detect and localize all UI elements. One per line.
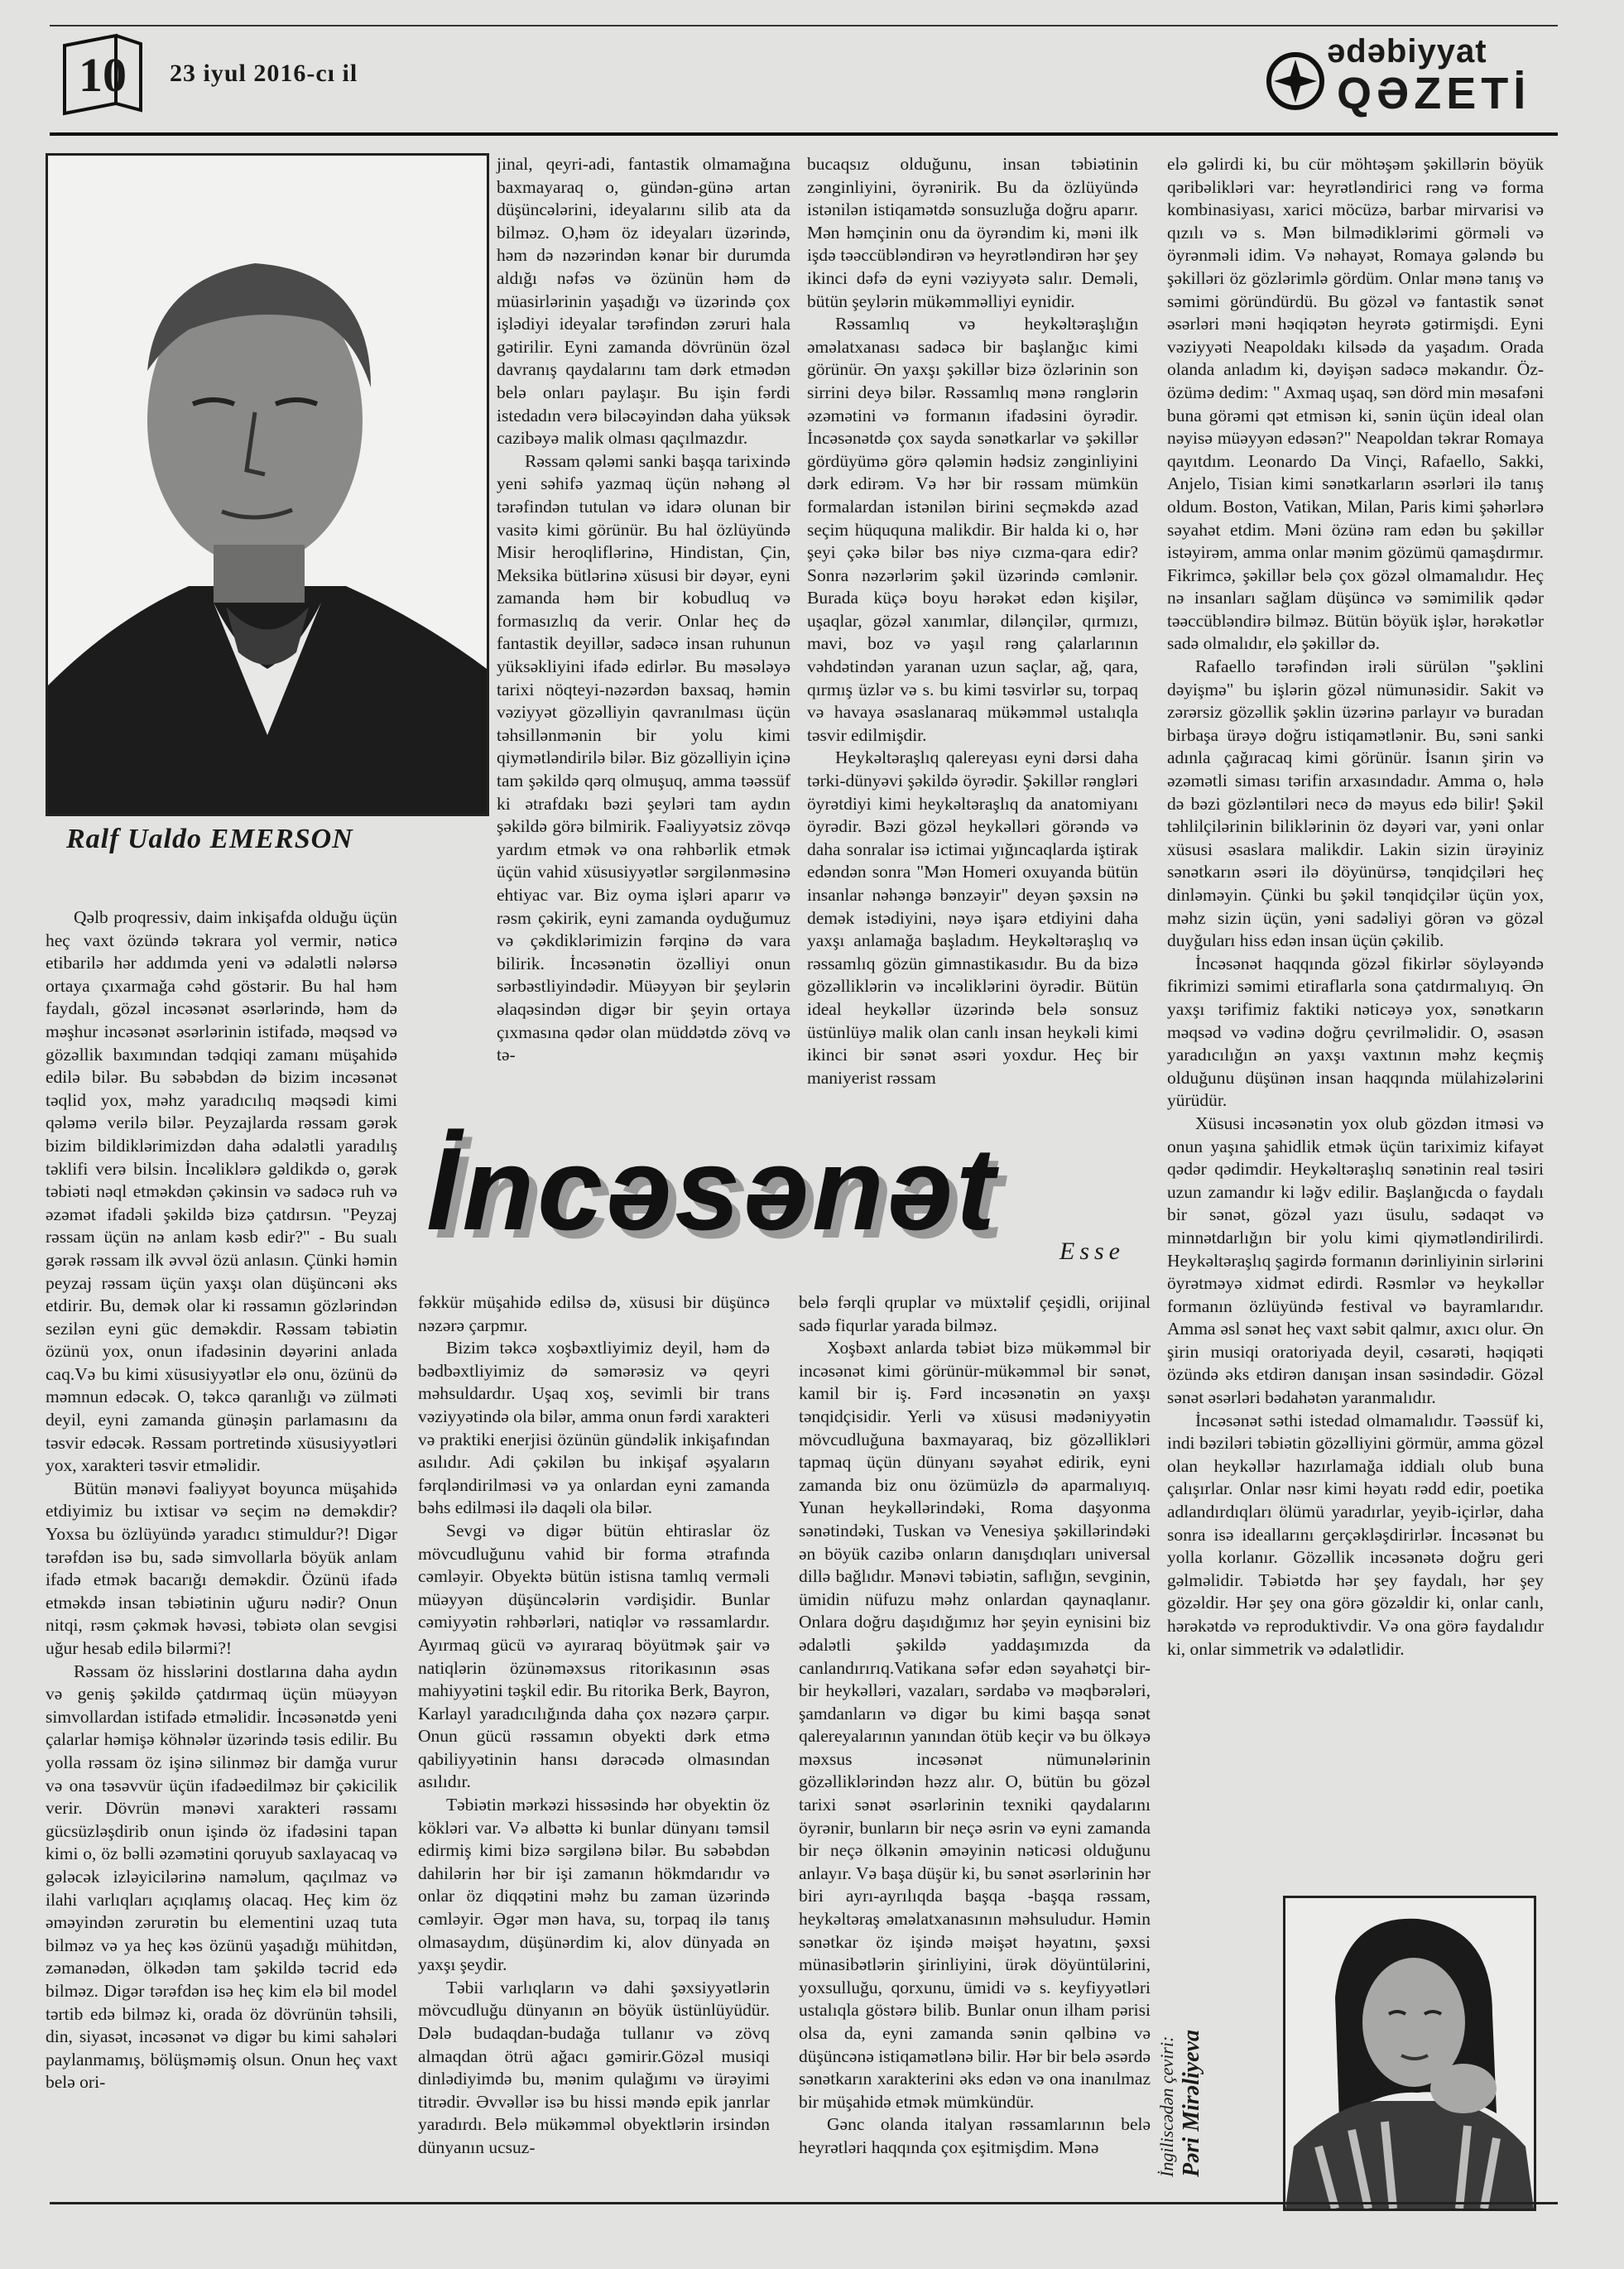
paragraph: jinal, qeyri-adi, fantastik olmamağına baxmayaraq o, gündən-günə artan düşüncələrini, ideyalarını silib ata da bilməz. O,həm öz ideyaları üzərində, həm də nəzərindən kənar bir durumda aldığı nəfəs və özünün həm də müasirlərinin yaşadığı və üzərində çox işlədiyi ideyalar tərəfindən zəruri hala gətirilir. Eyni zamanda dövrünün özəl davranış qaydalarını tam dərk etmədən belə onları paylaşır. Bu işin fərdi istedadın verə biləcəyindən daha yüksək cazibəyə malik olması qaçılmazdır. — [497, 154, 790, 449]
column-2 — [497, 153, 790, 1067]
paragraph: İncəsənət səthi istedad olmamalıdır. Təəssüf ki, indi bəziləri təbiətin gözəlliyini görmür, amma gözəl olan heykəllər hazırlamağa iddialı olub buna çalışırlar. Onlar nəsr kimi həyatı rədd edir, poetika adlandırdıqları ölümü yaradırlar, yeyib-içirlər, daha sonra isə ideallarını gerçəkləşdirirlər. İncəsənət bu yolla korlanır. Gözəllik incəsənətə doğru geri gəlməlidir. Təbiətdə hər şey faydalı, hər şey gözəldir. Hər şey ona görə gözəldir ki, onlar canlı, hərəkətdə və reproduktivdir. Və ona görə faydalıdır ki, onlar simmetrik və ədalətlidir. — [1167, 1410, 1544, 1659]
article-title: İncəsənət — [426, 1123, 999, 1255]
top-rule — [50, 25, 1558, 26]
paragraph: Rəssam öz hisslərini dostlarına daha aydın və geniş şəkildə çatdırmaq üçün müəyyən simvollardan istifadə etməlidir. İncəsənətdə yeni çalarlar həmişə köhnələr üzərində təsis edilir. Bu yolla rəssam öz işinə silinməz bir damğa vurur və ona təsəvvür üçün ifadəedilməz bir çəkicilik verir. Dövrün mənəvi xarakteri rəssamı gücsüzləşdirib onun işində öz ifadəsini tapan kimi o, öz bəlli əzəmətini qoruyub saxlayacaq və gələcək izləyicilərinə naməlum, qaçılmaz və ilahi varlıqları açıqlamış olacaq. Heç kim öz əməyindən zərurətin bu elementini uzaq tuta bilməz və ya heç kəs özünü yaşadığı mühitdən, zəmanədən, ölkədən tam şəkildə təcrid edə bilməz. Digər tərəfdən isə heç kim elə bil model tərtib edə bilməz ki, orada öz dövrünün təhsili, din, siyasət, incəsənət və digər bu kimi sahələri paylanmamış, bölüşməmiş olsun. Onun heç vaxt belə ori- — [46, 1661, 397, 2093]
page-number-badge — [58, 29, 149, 120]
translator-label: İngiliscədən çeviri: — [1156, 2036, 1177, 2177]
paragraph: Heykəltəraşlıq qalereyası eyni dərsi daha tərki-dünyəvi şəkildə öyrədir. Şəkillər rəngləri öyrətdiyi kimi heykəltəraşlıq da anatomiyanı öyrədir. Bəzi gözəl heykəlləri görəndə və daha sonralar isə ictimai yığıncaqlarda iştirak edəndən sonra "Mən Homeri oxuyanda bütün insanlar nəhəngə bənzəyir" deyən şəxsin nə demək istədiyini, nəyə işarə etdiyini daha yaxşı anlamağa başladım. Heykəltəraşlıq və rəssamlıq gözün gimnastikasıdır. Bu da bizə gözəlliklərin və incəliklərini öyrədir. Bütün ideal heykəllər üzərində belə sonsuz üstünlüyə malik olan canlı insan heykəli kimi ikinci bir sənət əsəri yoxdur. Heç bir maniyerist rəssam — [807, 748, 1138, 1088]
masthead-emblem-icon — [1262, 48, 1329, 114]
paragraph: Xüsusi incəsənətin yox olub gözdən itməsi və onun yaşına şahidlik etmək üçün tariximiz kifayət qədər qədimdir. Heykəltəraşlıq sənətinin real təsiri uzun zamandır ki ləğv edilir. Başlanğıcda o faydalı bir sənət, gözəl yazı üsulu, sədaqət və minnətdarlığın bir yolu kimi qiymətləndirilirdi. Heykəltəraşlıq şagirdə formanın dərinliyinin sirlərini öyrətməyə xidmət edirdi. Rəsmlər və heykəllər formanın özlüyündə festival və bayramlarıdır. Amma əsl sənət heç vaxt səbit qalmır, axıcı olur. Ən şirin musiqi oratoriyada deyil, cəsarəti, həqiqəti özündə əks etdirən danışan insan səsindədir. Gözəl sənət əsərləri bədahətən yaranmalıdır. — [1167, 1113, 1544, 1408]
masthead-top-word: ədəbiyyat — [1327, 33, 1487, 70]
paragraph: Gənc olanda italyan rəssamlarının belə heyrətləri haqqında çox eşitmişdim. Mənə — [799, 2114, 1151, 2157]
paragraph: İncəsənət haqqında gözəl fikirlər söyləyəndə fikrimizi səmimi etiraflarla sona çatdırmalıyıq. Ən yaxşı tərifimiz faktiki nəticəyə yox, sənətkarın məqsəd və vədinə doğru çevrilməlidir. O, əsasən yaradıcılığın ən yaxşı vaxtının məhz keçmiş olduğunu düşünən insan haqqında mülahizələrini yürüdür. — [1167, 953, 1544, 1111]
paragraph: Rəssamlıq və heykəltəraşlığın əməlatxanası sadəcə bir başlanğıc kimi görünür. Ən yaxşı şəkillər bizə özlərinin son sirrini deyə bilər. Rəssamlıq mənə rənglərin əzəmətini və formanın ifadəsini öyrədir. İncəsənətdə çox sayda sənətkarlar və şəkillər gördüyümə görə qələmin hədsiz zənginliyini dərk edirəm. Və hər bir rəssam mümkün formalardan istənilən birini seçməkdə azad seçim hüququna malikdir. Bir halda ki o, hər şeyi çəkə bilər bəs niyə cızma-qara edir? Sonra nəzərlərim şəkil üzərində cəmlənir. Burada küçə boyu hərəkət edən kişilər, uşaqlar, gözəl xanımlar, dilənçilər, qırmızı, mavi, boz və yaşıl rəng çalarlarının vəhdətindən yaranan uzun saçlar, ağ, qara, qırmış üzlər və s. bu kimi təsvirlər su, torpaq və havaya əsaslanaraq mükəmməl ustalıqla təsvir edilmişdir. — [807, 314, 1138, 745]
article-genre: Esse — [1059, 1238, 1125, 1265]
column-6 — [799, 1291, 1151, 2160]
header-rule — [50, 132, 1558, 136]
page-number: 10 — [79, 48, 127, 102]
column-4 — [1167, 153, 1544, 1661]
masthead — [1262, 33, 1535, 124]
paragraph: Rəssam qələmi sanki başqa tarixində yeni səhifə yazmaq üçün nəhəng əl tərəfindən tutulan və idarə olunan bir vasitə kimi görünür. Bu hal özlüyündə Misir heroqliflərinə, Hindistan, Çin, Meksika bütlərinə xüsusi bir dəyər, eyni zamanda həm bir kobudluq və formasızlıq da verir. Onlar heç də fantastik deyillər, sadəcə insan ruhunun yüksəkliyini ifadə edirlər. Bu məsələyə tarixi nöqteyi-nəzərdən baxsaq, həmin vəziyyət gözəlliyin qavranılması üçün təhsillənmənin bir yolu kimi qiymətləndirilə bilər. Biz gözəlliyin içinə tam şəkildə qərq olmuşuq, amma təəssüf ki ətrafdakı bəzi şeyləri tam aydın şəkildə görə bilmirik. Fəaliyyətsiz zövqə yardım etmək və ona rəhbərlik etmək üçün vahid xüsusiyyətlər sərgilənməsinə ehtiyac var. Biz oyma işləri aparır və rəsm çəkirik, eyni zamanda oyduğumuz və çəkdiklərimizin fərqinə də vara bilirik. İncəsənətin özəlliyi onun sərbəstliyindədir. Müəyyən bir şeylərin əlaqəsindən digər bir şeyin ortaya çıxmasına qədər olan müddətdə zövq və tə- — [497, 450, 790, 1065]
paragraph: Qəlb proqressiv, daim inkişafda olduğu üçün heç vaxt özündə təkrara yol vermir, nəticə etibarilə hər addımda yeni və ədalətli nələrsə ortaya çıxarmağa cəhd göstərir. Bu hal həm faydalı, gözəl incəsənət əsərlərində, həm də məşhur incəsənət əsərlərinin istifadə, məqsəd və gözəllik baxımından tədqiqi zamanı müşahidə edilə bilər. Bu səbəbdən də bizim incəsənət təqlid yox, məhz yaradıcılıq məqsədi kimi qələmə verilə bilər. Peyzajlarda rəssam gərək bizim bildiklərimizdən daha ədalətli yaradılış təklifi verə bilsin. İncəliklərə gəldikdə o, gərək təbiəti nəql etməkdən çəkinsin və sadəcə ruh və əzəmət ifadəli şəkildə bizə çatdırsın. "Peyzaj rəssam üçün nə anlam kəsb edir?" - Bu sualı gərək rəssam ilk əvvəl özü anlasın. Çünki həmin peyzaj rəssam üçün yaxşı olan düşüncəni əks etdirir. Bu, demək olar ki rəssamın gözlərindən sezilən eyni güc deməkdir. Rəssam təbiətin özünü yox, onun ifadəsinin dəyərini anlada caq.Və bu kimi xüsusiyyətlər elə onu, özünü də məmnun edəcək. O, təkcə qaranlığı və zülməti deyil, eyni zamanda günəşin parlamasını da təsvir edəcək. Rəssam portretində xüsusiyyətləri yox, xarakteri təsvir etməlidir. — [46, 907, 397, 1476]
paragraph: elə gəlirdi ki, bu cür möhtəşəm şəkillərin böyük qəribəlikləri var: heyrətləndirici rəng və forma kombinasiyası, xarici möcüzə, barbar mirvarisi və qızılı və s. Mən bilmədiklərimi görməli və öyrənməli idim. Və nəhayət, Romaya gələndə bu şəkilləri öz gözlərimlə gördüm. Onlar mənə tanış və səmimi göründürdü. Bu gözəl və fantastik sənət əsərləri məni həqiqətən heyrətə gətirmişdi. Eyni vəziyyəti Neapoldakı kilsədə da yaşadım. Orada olanda anladım ki, dəyişən sadəcə məkandır. Öz-özümə dedim: " Axmaq uşaq, sən dörd min məsafəni buna görəmi qət etmisən ki, sənin üçün ideal olan nəyisə müəyyən edəsən?" Neapoldan təkrar Romaya qayıtdım. Leonardo Da Vinçi, Rafaello, Sakki, Anjelo, Tisian kimi sənətkarların əsərləri ilə tanış oldum. Boston, Vatikan, Milan, Paris kimi şəhərlərə səyahət etdim. Məni özünə ram edən bu şəkillər istəyirəm, amma onlar mənim gözümü qamaşdırmır. Fikrimcə, şəkillər belə çox gözəl olmamalıdır. Heç nə insanları sağlam düşüncə və səmimilik qədər təəccübləndirə bilməz. Bütün böyük işlər, hərəkətlər sadə olmalıdır, elə şəkillər də. — [1167, 154, 1544, 654]
paragraph: Rafaello tərəfindən irəli sürülən "şəklini dəyişmə" bu işlərin gözəl nümunəsidir. Sakit və zərərsiz gözəllik şəklin üzərinə parlayır və buradan birbaşa ürəyə doğru istiqamətlənir. Bu, səni sanki adınla çağıracaq kimi görünür. İsanın şirin və əzəmətli siması tərifin arxasındadır. Amma o, hələ də bəzi gözləntiləri necə də məyus edə bilir! Şəkil təhlilçilərinin biliklərinin öz dəyəri var, yəni onlar xüsusi əsaslara malikdir. Lakin sizin ürəyiniz sənətkarın əsəri ilə döyünürsə, tənqidçiləri heç dinləməyin. Çünki bu şəkil tənqidçilər üçün yox, məhz sizin üçün, yəni sadəliyi görən və gözəl duyğuları hiss edən insan üçün çəkilib. — [1167, 656, 1544, 951]
issue-date: 23 iyul 2016-cı il — [170, 60, 358, 87]
paragraph: fəkkür müşahidə edilsə də, xüsusi bir düşüncə nəzərə çarpmır. — [418, 1292, 770, 1335]
translator-credit — [1155, 1896, 1204, 2177]
bottom-rule — [50, 2202, 1558, 2204]
paragraph: belə fərqli qruplar və müxtəlif çeşidli, orijinal sadə fiqurlar yarada bilməz. — [799, 1292, 1151, 1335]
paragraph: Sevgi və digər bütün ehtiraslar öz mövcudluğunu vahid bir forma ətrafında cəmləyir. Obyektə bütün istisna tamlıq verməli müəyyən düşüncələrin vərdişidir. Bunlar cəmiyyətin rəhbərləri, natiqlər və rəssamlardır. Ayırmaq gücü və ayıraraq böyütmək şair və natiqlərin özünəməxsus ritorikasının əsas mahiyyətini təşkil edir. Bu ritorika Berk, Bayron, Karlayl yaradıcılığında daha çox nəzərə çarpır. Onun gücü rəssamın obyekti dərk etmə qabiliyyətinin hansı dərəcədə olmasından asılıdır. — [418, 1520, 770, 1792]
portrait-caption: Ralf Ualdo EMERSON — [66, 824, 353, 854]
translator-name: Pəri Mirəliyeva — [1179, 2029, 1204, 2177]
paragraph: Təbii varlıqların və dahi şəxsiyyətlərin mövcudluğu dünyanın ən böyük üstünlüyüdür. Dələ budaqdan-budağa tullanır və zövq almaqdan ötrü ağacı gəmirir.Gözəl musiqi dinlədiyimdə bu, mənim qulağımı və ürəyimi titrədir. Əvvəllər isə bu hissi məndə epik janrlar yaradırdı. Belə mükəmməl obyektlərin irsindən dünyanın ucsuz- — [418, 1977, 770, 2157]
column-1 — [46, 906, 397, 2094]
column-5 — [418, 1291, 770, 2160]
paragraph: bucaqsız olduğunu, insan təbiətinin zənginliyini, öyrənirik. Bu da özlüyündə istənilən istiqamətdə sonsuzluğa doğru aparır. Mən həmçinin onu da öyrəndim ki, məni ilk işdə təəccübləndirən və heyrətləndirən hər şey ikinci dəfə də eyni vəziyyətə salır. Deməli, bütün şeylərin mükəmməlliyi eynidir. — [807, 154, 1138, 311]
paragraph: Təbiətin mərkəzi hissəsində hər obyektin öz kökləri var. Və albəttə ki bunlar dünyanı təmsil edirmiş kimi bizə sərgilənə bilər. Bu səbəbdən dahilərin hər bir işi zamanın hökmdarıdır və onlar öz diqqətini məhz bu zaman üzərində cəmləyir. Əgər mən hava, su, torpaq ilə tanış olmasaydım, düşünərdim ki, alov dünyada ən yaxşı şeydir. — [418, 1795, 770, 1975]
author-portrait — [46, 153, 489, 816]
paragraph: Xoşbəxt anlarda təbiət bizə mükəmməl bir incəsənət kimi görünür-mükəmməl bir sənət, kamil bir iş. Fərd incəsənətin ən yaxşı tənqidçisidir. Yerli və xüsusi mədəniyyətin mövcudluğuna baxmayaraq, biz gözəllikləri tapmaq üçün dünyanı səyahət edirik, eyni zamanda biz onu özümüzlə də aparmalıyıq. Yunan heykəllərindəki, Roma daşyonma sənətindəki, Tuskan və Venesiya şəkillərindəki ən böyük cazibə onların danışdıqları universal dillə bağlıdır. Mənəvi təbiətin, saflığın, sevginin, ümidin nüfuzu məhz onlardan qaynaqlanır. Onlara doğru daşıdığımız hər şeyin eynisini biz ədalətli şəkildə yaddaşımızda da canlandırırıq.Vatikana səfər edən səyahətçi bir-bir heykəlləri, vazaları, sərdabə və məqbərələri, şamdanların və digər bu kimi başqa sənət qalereyalarının yanından ötüb keçir və bu ölkəyə məxsus incəsənət nümunələrinin gözəlliklərindən həzz alır. O, bütün bu gözəl tarixi sənət əsərlərinin texniki qaydalarını öyrənir, bunların bir neçə əsrin və eyni zamanda bir neçə ölkənin əməyinin nəticəsi olduğunu anlayır. Və başa düşür ki, bu sənət əsərlərinin hər biri ayrı-ayrılıqda başqa -başqa rəssam, heykəltəraş əməlatxanasının məhsuludur. Həmin sənətkar öz işində məişət həyatını, şəxsi münasibətlərin şirinliyini, ürək döyüntülərini, yoxsulluğu, qorxunu, ümidi və s. keyfiyyətləri ustalıqla göstərə bilib. Bunlar onun ilham pərisi olsa da, eyni zamanda sənin qəlbinə və düşüncənə istiqamətlənə bilir. Hər bir belə əsərdə sənətkarın xarakterini əks edən və ona inanılmaz bir müşahidə etmək mümkündür. — [799, 1338, 1151, 2112]
column-3 — [807, 153, 1138, 1089]
article-title-block — [418, 1122, 1180, 1279]
paragraph: Bizim təkcə xoşbəxtliyimiz deyil, həm də bədbəxtliyimiz də səmərəsiz və qeyri məhsuldardır. Uşaq xoş, sevimli bir trans vəziyyətində ola bilər, amma onun fərdi xarakteri və praktiki enerjisi özünün gündəlik inkişafından asılıdır. Adi çəkilən bu inkişaf əşyaların fərqləndirilməsi və ya onlardan eyni zamanda bəhs edilməsi ilə daqəli ola bilər. — [418, 1338, 770, 1518]
translator-photo — [1283, 1896, 1536, 2211]
masthead-bottom-word: QƏZETİ — [1337, 69, 1531, 118]
paragraph: Bütün mənəvi fəaliyyət boyunca müşahidə etdiyimiz bu ixtisar və seçim nə deməkdir? Yoxsa bu özlüyündə yaradıcı stimuldur?! Digər tərəfdən isə bu, sadə simvollarla böyük anlam ifadə etmək bacarığı deməkdir. Özünü ifadə etməkdə insan təbiətinin uğuru nədir? Onun nitqi, rəsm çəkmək həvəsi, təbiətə olan sevgisi uğur hesab edilə bilərmi?! — [46, 1478, 397, 1658]
